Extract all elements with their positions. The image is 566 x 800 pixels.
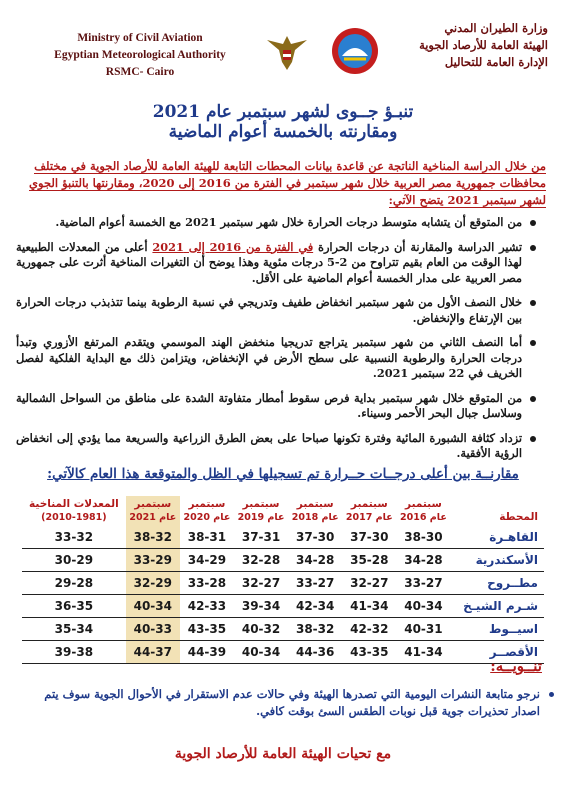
col-header-year: (2010-1981) (41, 512, 107, 523)
col-header-year: عام 2017 (345, 512, 393, 523)
table-cell: 33-27 (396, 572, 450, 595)
station-cell: اسيــوط (450, 618, 544, 641)
bullet-text-pre: تشير الدراسة والمقارنة أن درجات الحرارة (313, 239, 522, 254)
header-en-line2: Egyptian Meteorological Authority (54, 49, 226, 61)
bullet-item (16, 240, 538, 287)
bullet-list (16, 215, 538, 471)
table-cell: 34-28 (396, 549, 450, 572)
station-cell: الأقصــر (450, 641, 544, 664)
ema-logo-icon (330, 26, 380, 76)
table-row (22, 641, 544, 664)
bullet-item (16, 431, 538, 462)
table-cell: 38-32 (288, 618, 342, 641)
table-cell: 44-37 (126, 641, 180, 664)
col-header-label: سبتمبر (405, 498, 442, 510)
table-cell: 43-35 (180, 618, 234, 641)
closing-signature: مع تحيات الهيئة العامة للأرصاد الجوية (174, 746, 392, 762)
notice-title: تنــويــه: (490, 657, 542, 675)
station-cell: الأسكندرية (450, 549, 544, 572)
header-ar-line2: الهيئة العامة للأرصاد الجوية (419, 38, 548, 52)
header-ar-line1: وزارة الطيران المدني (444, 21, 548, 35)
col-header-year: عام 2020 (183, 512, 231, 523)
bullet-item (16, 295, 538, 326)
col-header-2018 (288, 496, 342, 526)
table-cell: 32-29 (126, 572, 180, 595)
table-cell: 44-39 (180, 641, 234, 664)
header-english (40, 30, 240, 81)
table-cell: 35-34 (22, 618, 126, 641)
table-cell: 38-31 (180, 526, 234, 549)
col-header-normals (22, 496, 126, 526)
col-header-label: سبتمبر (296, 498, 334, 510)
table-row (22, 595, 544, 618)
table-cell: 37-31 (234, 526, 288, 549)
bullet-item (16, 335, 538, 382)
table-row (22, 572, 544, 595)
table-cell: 39-38 (22, 641, 126, 664)
col-header-year: عام 2016 (400, 512, 447, 523)
header-en-line3: RSMC- Cairo (105, 66, 175, 78)
table-cell: 37-30 (342, 526, 396, 549)
col-header-2020 (180, 496, 234, 526)
station-cell: شـرم الشيـخ (450, 595, 544, 618)
col-header-station (450, 496, 544, 526)
col-header-2016 (396, 496, 450, 526)
bullet-text: من المتوقع أن يتشابه متوسط درجات الحرارة خلال شهر سبتمبر 2021 مع الخمسة أعوام الماضية. (55, 215, 522, 229)
table-row (22, 549, 544, 572)
table-cell: 34-29 (180, 549, 234, 572)
notice-text: نرجو متابعة النشرات اليومية التي تصدرها الهيئة وفي حالات عدم الاستقرار في الأحوال الجوية سوف يتم اصدار تحذيرات جوية قبل نوبات الطقس السئ بوقت كافي. (44, 687, 540, 718)
col-header-2019 (234, 496, 288, 526)
col-header-label: المحطة (499, 511, 538, 523)
bullet-text: أما النصف الثاني من شهر سبتمبر يتراجع تدريجيا منخفض الهند الموسمي ويتقدم المرتفع الأزوري وتبدأ درجات الحرارة والرطوبة النسبية على سطح الأرض في الإنخفاض، ويتزامن ذلك مع البداية الفلكية لفصل الخريف في 22 سبتمبر 2021. (16, 335, 522, 380)
bullet-dot-icon (549, 692, 554, 697)
table-cell: 32-27 (342, 572, 396, 595)
col-header-label: سبتمبر (134, 498, 172, 510)
table-row (22, 618, 544, 641)
bullet-dot-icon (530, 340, 536, 346)
bullet-dot-icon (530, 436, 536, 442)
col-header-2021 (126, 496, 180, 526)
table-cell: 30-29 (22, 549, 126, 572)
table-row (22, 526, 544, 549)
table-cell: 41-34 (342, 595, 396, 618)
table-cell: 42-33 (180, 595, 234, 618)
table-cell: 35-28 (342, 549, 396, 572)
station-cell: القاهـرة (450, 526, 544, 549)
table-title: مقارنــة بين أعلى درجــات حــرارة تم تسجيلها في الظل والمتوقعة هذا العام كالآتي: (47, 466, 519, 482)
table-cell: 44-36 (288, 641, 342, 664)
bullet-dot-icon (530, 300, 536, 306)
table-cell: 33-29 (126, 549, 180, 572)
table-cell: 42-34 (288, 595, 342, 618)
header-ar-line3: الإدارة العامة للتحاليل (444, 55, 548, 69)
notice-paragraph (20, 686, 554, 720)
table-cell: 39-34 (234, 595, 288, 618)
bullet-dot-icon (530, 220, 536, 226)
table-cell: 40-34 (396, 595, 450, 618)
bullet-text: من المتوقع خلال شهر سبتمبر بداية فرص سقوط أمطار متفاوتة الشدة على مناطق من السواحل الشمالية وسلاسل جبال البحر الأحمر وسيناء. (16, 390, 522, 420)
bullet-text: تزداد كثافة الشبورة المائية وفترة تكونها صباحا على بعض الطرق الزراعية والسريعة مما يؤدي إلى انخفاض الرؤية الأفقية. (16, 430, 522, 460)
bullet-dot-icon (530, 396, 536, 402)
table-cell: 29-28 (22, 572, 126, 595)
table-cell: 36-35 (22, 595, 126, 618)
station-cell: مطــروح (450, 572, 544, 595)
table-cell: 40-31 (396, 618, 450, 641)
col-header-year: عام 2018 (291, 512, 339, 523)
col-header-year: عام 2019 (237, 512, 285, 523)
temperature-table (22, 496, 544, 664)
col-header-label: سبتمبر (350, 498, 388, 510)
table-cell: 40-34 (126, 595, 180, 618)
bullet-item (16, 391, 538, 422)
table-cell: 41-34 (396, 641, 450, 664)
bullet-text-post: أعلى من المعدلات الطبيعية لهذا الوقت من العام بقيم تتراوح من 2-5 درجات مئوية وهذا يوضح أن التغيرات المناخية أثرت على جمهورية مصر العربية على مدار الخمسة أعوام الماضية على الأقل. (16, 239, 522, 285)
table-cell: 38-32 (126, 526, 180, 549)
header-en-line1: Ministry of Civil Aviation (77, 32, 203, 44)
document-title: تنبـؤ جــوى لشهر سبتمبر عام 2021 (152, 102, 414, 122)
table-cell: 33-32 (22, 526, 126, 549)
bullet-highlight: في الفترة من 2016 إلى 2021 (152, 239, 314, 254)
table-cell: 40-32 (234, 618, 288, 641)
eagle-emblem-icon (262, 28, 312, 78)
bullet-item (16, 215, 538, 231)
table-cell: 32-28 (234, 549, 288, 572)
table-cell: 34-28 (288, 549, 342, 572)
table-cell: 32-27 (234, 572, 288, 595)
table-cell: 38-30 (396, 526, 450, 549)
table-cell: 43-35 (342, 641, 396, 664)
bullet-text: خلال النصف الأول من شهر سبتمبر انخفاض طفيف وتدريجي في نسبة الرطوبة بينما تتذبذب درجات الحرارة بين الإرتفاع والإنخفاض. (16, 295, 522, 325)
col-header-2017 (342, 496, 396, 526)
intro-paragraph (20, 158, 546, 209)
table-cell: 33-27 (288, 572, 342, 595)
table-cell: 33-28 (180, 572, 234, 595)
header-arabic (378, 20, 548, 71)
col-header-label: المعدلات المناخية (29, 498, 119, 510)
col-header-year: عام 2021 (129, 512, 177, 523)
table-cell: 40-34 (234, 641, 288, 664)
bullet-dot-icon (530, 245, 536, 251)
col-header-label: سبتمبر (242, 498, 280, 510)
table-header-row (22, 496, 544, 526)
table-cell: 42-32 (342, 618, 396, 641)
table-cell: 37-30 (288, 526, 342, 549)
col-header-label: سبتمبر (188, 498, 226, 510)
document-subtitle: ومقارنته بالخمسة أعوام الماضية (168, 122, 398, 142)
intro-text: من خلال الدراسة المناخية الناتجة عن قاعدة بيانات المحطات التابعة للهيئة العامة للأرصاد الجوية في مختلف محافظات جمهورية مصر العربية خلال شهر سبتمبر في الفترة من 2016 إلى 2020، ومقارنتها بالتنبؤ الجوي لشهر سبتمبر 2021 يتضح الآتي: (29, 159, 546, 207)
table-cell: 40-33 (126, 618, 180, 641)
